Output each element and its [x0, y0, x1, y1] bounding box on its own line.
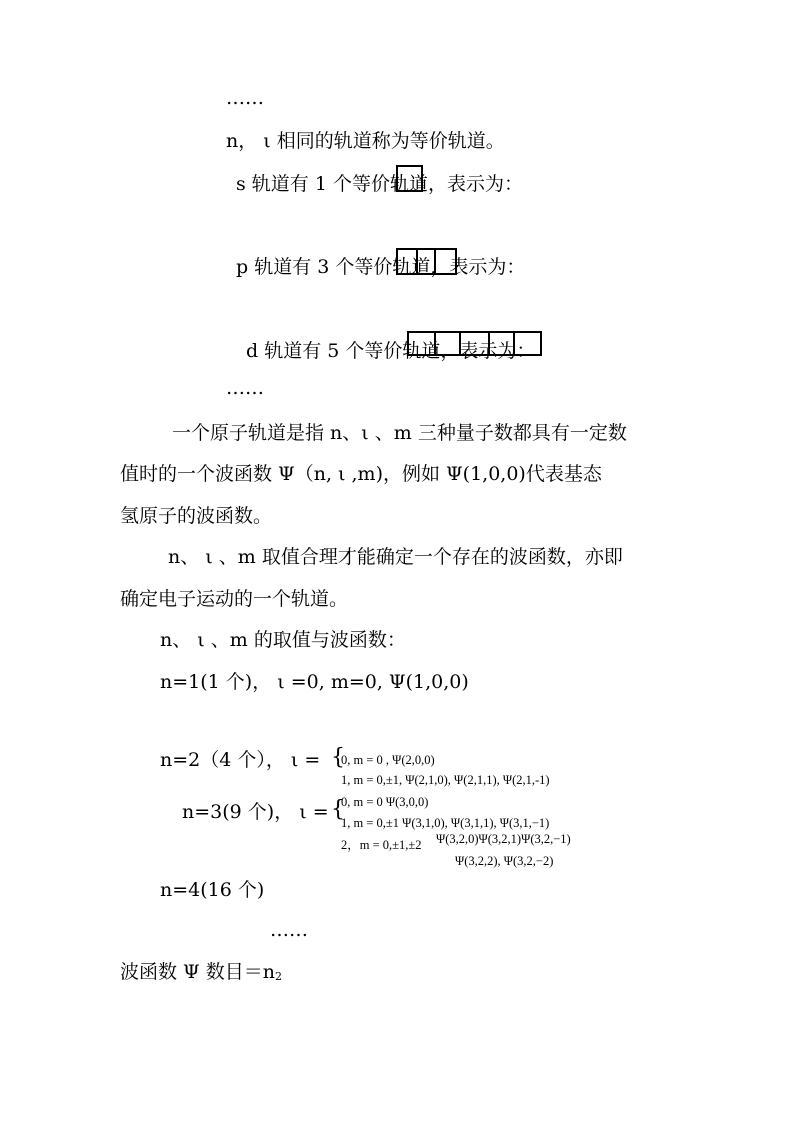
- n3-case-2-psi: Ψ(3,2,0)Ψ(3,2,1)Ψ(3,2,−1): [436, 832, 571, 846]
- n2-label: n=2（4 个）， ι =: [160, 749, 321, 771]
- d-orbital-dividers-2: [488, 331, 515, 356]
- s-orbital-box: [396, 165, 423, 192]
- n3-label: n=3(9 个)， ι =: [182, 801, 329, 823]
- n2-brace: {: [331, 745, 345, 770]
- n3-case-1: 1, m = 0,±1 Ψ(3,1,0), Ψ(3,1,1), Ψ(3,1,−1): [341, 816, 550, 830]
- n1-line: n=1(1 个)， ι =0, m=0, Ψ(1,0,0): [160, 671, 469, 693]
- n3-case-2-psi-cont: Ψ(3,2,2), Ψ(3,2,−2): [455, 854, 554, 868]
- p-orbital-dividers: [416, 248, 436, 275]
- paragraph-1-line-2: 值时的一个波函数 Ψ（n, ι ,m)，例如 Ψ(1,0,0)代表基态: [120, 463, 602, 485]
- paragraph-1-line-1: 一个原子轨道是指 n、ι 、m 三种量子数都具有一定数: [172, 422, 627, 444]
- s-orbit-line: s 轨道有 1 个等价轨道，表示为：: [236, 173, 523, 195]
- n3-case-2: 2，m = 0,±1,±2: [341, 838, 422, 852]
- d-orbital-boxes: [407, 331, 542, 356]
- paragraph-2-line-1: n、 ι 、m 取值合理才能确定一个存在的波函数，亦即: [168, 546, 623, 568]
- summary-text: 波函数 Ψ 数目＝n: [120, 961, 275, 983]
- n2-case-1: 1, m = 0,±1, Ψ(2,1,0), Ψ(2,1,1), Ψ(2,1,-1): [341, 773, 550, 787]
- n3-case-0: 0, m = 0 Ψ(3,0,0): [341, 795, 429, 809]
- ellipsis-1: ……: [226, 87, 264, 109]
- d-orbit-line: d 轨道有 5 个等价轨道，表示为：: [246, 340, 536, 362]
- summary-exponent: 2: [274, 970, 282, 983]
- ellipsis-3: ……: [270, 919, 308, 941]
- n3-brace: {: [331, 797, 345, 822]
- equivalent-orbit-definition: n， ι 相同的轨道称为等价轨道。: [226, 130, 505, 152]
- ellipsis-2: ……: [226, 377, 264, 399]
- summary-line: [120, 960, 282, 989]
- n2-case-0: 0, m = 0 , Ψ(2,0,0): [341, 753, 435, 767]
- p-orbit-line: p 轨道有 3 个等价轨道，表示为：: [236, 256, 526, 278]
- paragraph-1-line-3: 氢原子的波函数。: [120, 505, 273, 527]
- quantum-values-heading: n、 ι 、m 的取值与波函数：: [160, 629, 406, 651]
- d-orbital-dividers-1: [434, 331, 461, 356]
- paragraph-2-line-2: 确定电子运动的一个轨道。: [120, 588, 349, 610]
- n4-line: n=4(16 个): [160, 879, 265, 901]
